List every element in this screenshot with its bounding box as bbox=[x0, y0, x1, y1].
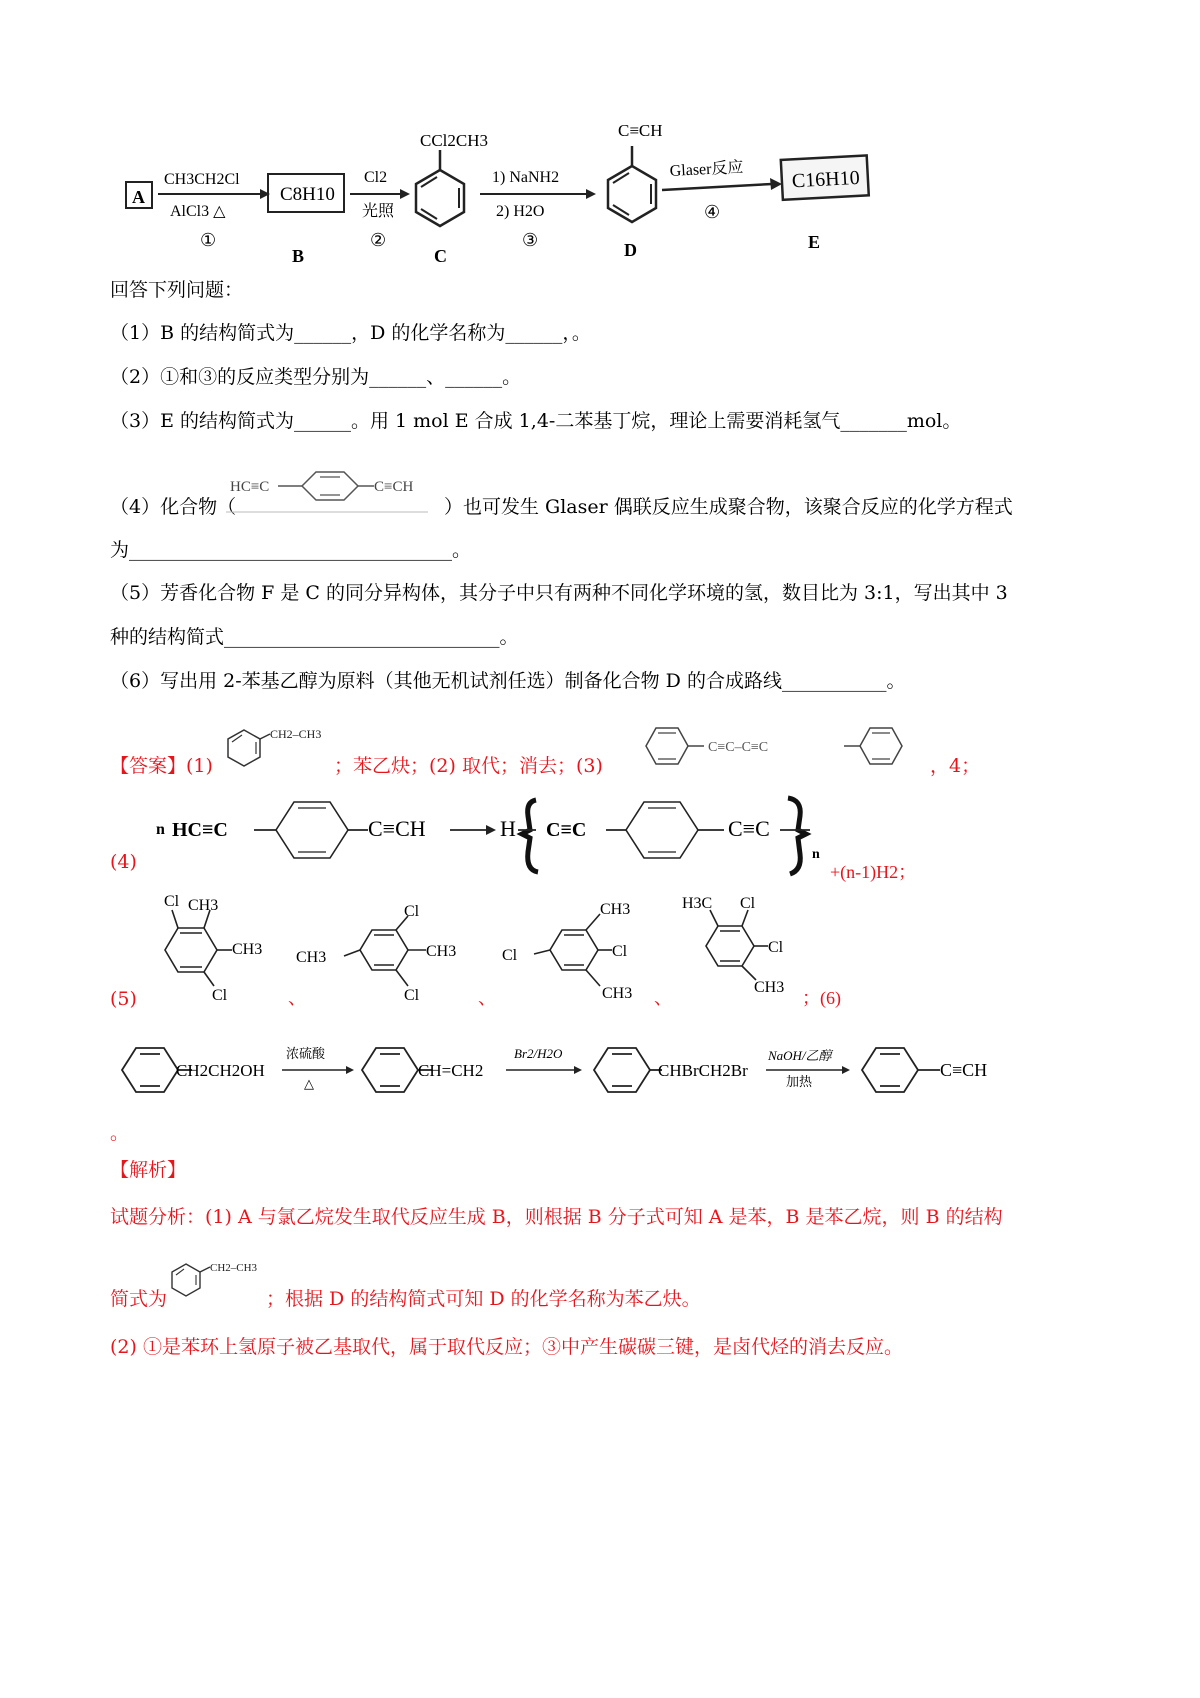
analysis-line-2a: 简式为 bbox=[110, 1288, 168, 1310]
eq-n: n bbox=[156, 821, 165, 838]
iso3-sub-1: CH3 bbox=[600, 901, 631, 918]
answer-label-line bbox=[110, 753, 213, 779]
step4-reagent: Glaser反应 bbox=[669, 159, 744, 180]
c-substituent: CCl2CH3 bbox=[420, 131, 489, 150]
iso2-sub-3: CH3 bbox=[426, 943, 457, 960]
iso4-sub-3: Cl bbox=[768, 939, 784, 956]
route-r3-bottom: 加热 bbox=[786, 1074, 813, 1089]
eq-rep-right: C≡C bbox=[728, 816, 770, 841]
analysis-label: 【解析】 bbox=[110, 1159, 187, 1181]
iso1-sub-4: Cl bbox=[212, 987, 228, 1004]
answer-part4: (4) bbox=[110, 851, 137, 873]
eq-right: C≡CH bbox=[368, 816, 426, 841]
iso3-sub-2: Cl bbox=[502, 947, 518, 964]
answer-e-middle: C≡C–C≡C bbox=[708, 740, 769, 755]
d-label: D bbox=[624, 240, 637, 260]
iso4-sub-4: CH3 bbox=[754, 979, 785, 996]
question-4-part-b: ）也可发生 Glaser 偶联反应生成聚合物，该聚合反应的化学方程式 bbox=[444, 496, 1013, 518]
iso2-sub-2: CH3 bbox=[296, 949, 327, 966]
answer-part2: ；苯乙炔；(2) 取代；消去；(3) bbox=[334, 755, 603, 777]
question-4-part-c: 为__________________________________。 bbox=[110, 539, 472, 561]
questions-intro: 回答下列问题： bbox=[110, 279, 244, 301]
question-4-part-a: （4）化合物（ bbox=[110, 496, 237, 518]
analysis-b-structure bbox=[164, 1256, 264, 1306]
answer-synthesis-route bbox=[106, 1034, 1066, 1114]
question-5-part-a: （5）芳香化合物 F 是 C 的同分异构体，其分子中只有两种不同化学环境的氢，数目比为 3:1，写出其中 3 bbox=[110, 582, 1008, 604]
sep-3: 、 bbox=[654, 988, 672, 1008]
route-s3: CHBrCH2Br bbox=[658, 1061, 748, 1080]
sep-1: 、 bbox=[288, 988, 306, 1008]
route-s4: C≡CH bbox=[940, 1060, 988, 1080]
analysis-line-2b: ；根据 D 的结构简式可知 D 的化学名称为苯乙炔。 bbox=[266, 1288, 701, 1310]
e-label: E bbox=[808, 232, 821, 252]
analysis-line-3: (2) ①是苯环上氢原子被乙基取代，属于取代反应；③中产生碳碳三键，是卤代烃的消去反应。 bbox=[110, 1336, 903, 1358]
iso1-sub-2: CH3 bbox=[188, 897, 219, 914]
eq-h: H bbox=[500, 816, 516, 841]
answer-isomers bbox=[150, 888, 890, 1014]
analysis-b-sub: CH2–CH3 bbox=[210, 1262, 258, 1274]
analysis-line-1: 试题分析：(1) A 与氯乙烷发生取代反应生成 B，则根据 B 分子式可知 A 是苯，B 是苯乙烷，则 B 的结构 bbox=[110, 1206, 1003, 1228]
svg-text:n: n bbox=[812, 847, 820, 862]
q4-struct-left: HC≡C bbox=[230, 479, 270, 495]
route-s1: CH2CH2OH bbox=[176, 1061, 265, 1080]
step1-reagent-top: CH3CH2Cl bbox=[164, 171, 240, 188]
d-substituent: C≡CH bbox=[618, 121, 663, 140]
route-r1-bottom: △ bbox=[304, 1076, 314, 1091]
answer-part5: (5) bbox=[110, 988, 137, 1010]
c-benzene-ring bbox=[416, 150, 464, 226]
question-5-part-b: 种的结构简式_____________________________。 bbox=[110, 626, 519, 648]
iso2-sub-4: Cl bbox=[404, 987, 420, 1004]
c-label: C bbox=[434, 246, 447, 266]
iso3-sub-4: CH3 bbox=[602, 985, 633, 1002]
step3-reagent-bottom: 2) H2O bbox=[496, 203, 545, 220]
e-formula: C16H10 bbox=[791, 166, 861, 193]
iso3-sub-3: Cl bbox=[612, 943, 628, 960]
route-s2: CH=CH2 bbox=[418, 1061, 484, 1080]
step4-num: ④ bbox=[704, 202, 721, 222]
answer-e-structure bbox=[626, 718, 926, 780]
step2-reagent-top: Cl2 bbox=[364, 169, 388, 186]
step1-reagent-bottom: AlCl3 △ bbox=[170, 203, 226, 220]
answer-label: 【答案】 bbox=[110, 755, 187, 777]
answer-b-structure bbox=[214, 722, 334, 778]
b-formula: C8H10 bbox=[280, 184, 335, 205]
iso4-sub-1: H3C bbox=[682, 895, 713, 912]
answer-part1: (1) bbox=[186, 755, 213, 777]
answer-b-sub: CH2–CH3 bbox=[270, 727, 322, 741]
q4-compound-structure bbox=[222, 460, 442, 518]
answer-part3: ，4； bbox=[930, 755, 981, 777]
route-r2-top: Br2/H2O bbox=[514, 1046, 563, 1061]
question-2: （2）①和③的反应类型分别为______、______。 bbox=[110, 366, 522, 388]
b-label: B bbox=[292, 246, 305, 266]
eq-left: HC≡C bbox=[172, 819, 228, 841]
scheme-a: A bbox=[132, 187, 145, 207]
step2-reagent-bottom: 光照 bbox=[362, 203, 395, 220]
step2-num: ② bbox=[370, 230, 387, 250]
sep-2: 、 bbox=[478, 988, 496, 1008]
question-6: （6）写出用 2-苯基乙醇为原料（其他无机试剂任选）制备化合物 D 的合成路线___________。 bbox=[110, 670, 906, 692]
route-r1-top: 浓硫酸 bbox=[286, 1046, 326, 1061]
answer-end: 。 bbox=[110, 1122, 130, 1144]
reaction-scheme bbox=[118, 112, 878, 270]
question-3: （3）E 的结构简式为______。用 1 mol E 合成 1,4-二苯基丁烷，理论上需要消耗氢气_______mol。 bbox=[110, 410, 962, 432]
route-r3-top: NaOH/乙醇 bbox=[768, 1048, 832, 1063]
step1-num: ① bbox=[200, 230, 217, 250]
step3-num: ③ bbox=[522, 230, 539, 250]
eq-tail: +(n-1)H2； bbox=[830, 862, 917, 882]
iso1-sub-1: Cl bbox=[164, 893, 180, 910]
question-1: （1）B 的结构简式为______，D 的化学名称为______，。 bbox=[110, 322, 591, 344]
d-benzene-ring bbox=[608, 146, 656, 222]
eq-rep-left: C≡C bbox=[546, 819, 587, 841]
answer-polymer-equation bbox=[150, 784, 1070, 888]
q4-struct-right: C≡CH bbox=[374, 479, 414, 495]
answer-part6: ；(6) bbox=[802, 988, 841, 1008]
iso2-sub-1: Cl bbox=[404, 903, 420, 920]
iso1-sub-3: CH3 bbox=[232, 941, 263, 958]
iso4-sub-2: Cl bbox=[740, 895, 756, 912]
step3-reagent-top: 1) NaNH2 bbox=[492, 169, 560, 186]
